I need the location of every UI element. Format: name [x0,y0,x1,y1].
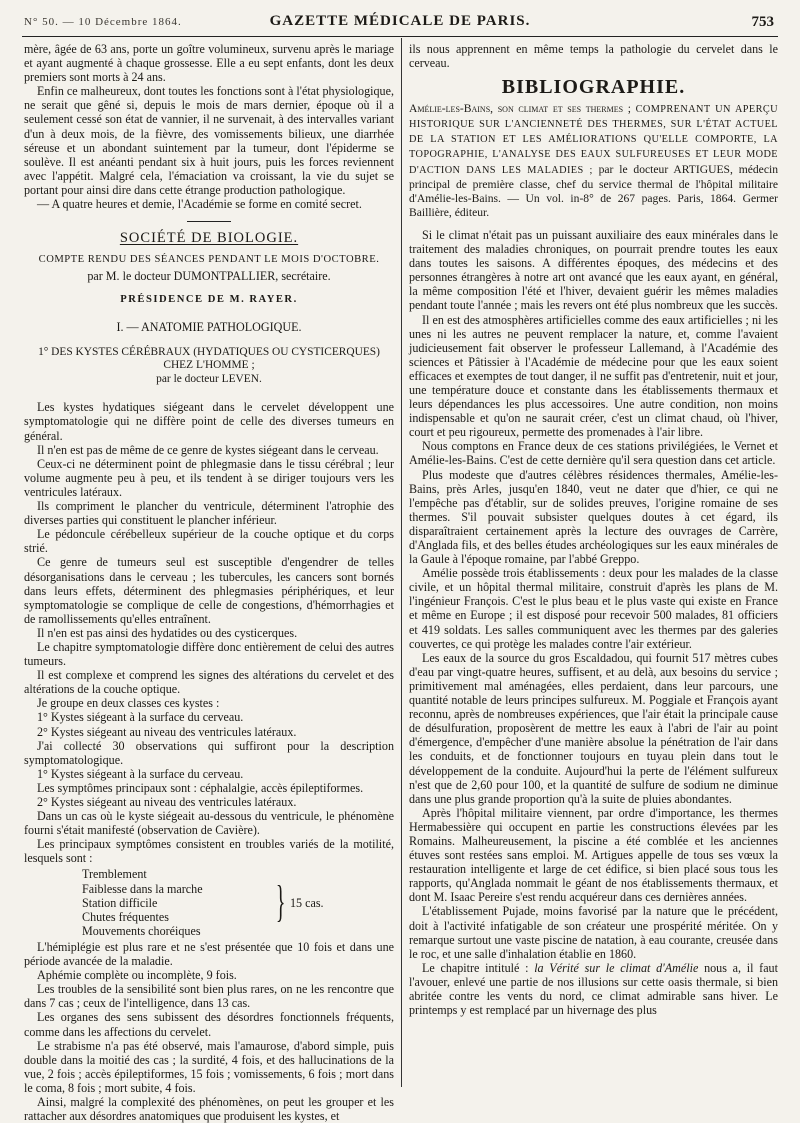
paragraph: L'hémiplégie est plus rare et ne s'est présentée que 10 fois et dans une période avancée de la maladie. [24,939,394,969]
presidency-line: PRÉSIDENCE DE M. RAYER. [120,294,298,306]
section-divider [187,221,231,222]
paragraph: Après l'hôpital militaire viennent, par ordre d'importance, les thermes Hermabessière qui occupent en partie les constructions élevées par les Romains. Malheureusement, la piscine a été comblée et les anciennes étuves sont restées sans emploi. M. Artigues appelle de tous ses vœux la restauration intelligente et large de cet édifice, si bien placé sous tous les rapports, qu'Anglada nommait le géant de nos établissements thermaux, et dont M. Isaac Pereire s'est rendu acquéreur dans ces dernières années. [409,805,778,905]
paragraph: Il est complexe et comprend les signes des altérations du cervelet et des altérations de la couche optique. [24,668,394,697]
paragraph: Les troubles de la sensibilité sont bien plus rares, on ne les rencontre que dans 7 cas ; ceux de l'intelligence, dans 13 cas. [24,982,394,1011]
paragraph: Les eaux de la source du gros Escaldadou, qui fournit 517 mètres cubes d'eau par vingt-quatre heures, suffisent, et au delà, aux besoins du service ; primitivement mal aménagées, elles perdaient, dans leur parcours, une quantité notable de leurs principes sulfureux. M. Poggiale et François ayant reconnu, après de nombreuses expériences, que l'air était la principale cause de désulfuration, proposèrent de mettre les eaux à l'abri de l'air au point d'émergence, d'empêcher d'une manière absolue la pénétration de l'air dans les conduits, et de fonctionner toujours en tuyau plein dans tout le développement de la conduite. Aujourd'hui la perte de l'élément sulfureux n'est que de 2,60 pour 100, et la quantité de sulfure de sodium ne diminue dans une plus grande proportion qu'à la suite de pluies abondantes. [409,650,778,806]
paragraph: Le pédoncule cérébelleux supérieur de la couche optique et du corps strié. [24,527,394,556]
list-line: 2° Kystes siégeant au niveau des ventricules latéraux. [37,795,297,809]
list-item: Mouvements choréiques [82,923,201,938]
paragraph: L'établissement Pujade, moins favorisé par la nature que le précédent, doit à l'activité infatigable de son créateur une prospérité méritée. On y remarque surtout une vaste piscine de natation, à eau courante, creusée dans le roc, et une salle d'inhalation établie en 1860. [409,904,778,961]
list-item: Tremblement [82,867,147,882]
society-title: SOCIÉTÉ DE BIOLOGIE. [119,230,299,247]
paragraph: Amélie possède trois établissements : deux pour les malades de la classe civile, et un hôpital thermal militaire, construit d'après les plans de M. l'ingénieur François. C'est le plus beau et le plus vaste qui existe en France et même en Europe ; il est disposé pour recevoir 500 malades, 81 officiers et 419 soldats. Les salles communiquent avec les thermes par des galeries couvertes, ce qui protège les malades contre l'air extérieur. [409,566,778,651]
paragraph: Ceux-ci ne déterminent point de phlegmasie dans le tissu cérébral ; leur volume augmente peu à peu, et ils tendent à se diriger toujours vers les ventricules latéraux. [24,456,394,499]
bibliography-title: BIBLIOGRAPHIE. [501,76,686,99]
paragraph: mère, âgée de 63 ans, porte un goître volumineux, survenu après le mariage et ayant augmenté à chaque grossesse. Elle a eu sept enfants, dont les deux premiers sont morts à 24 ans. [24,42,394,85]
list-line: 1° Kystes siégeant à la surface du cerveau. [37,710,244,725]
paragraph: Plus modeste que d'autres célèbres résidences thermales, Amélie-les-Bains, près Arles, jusqu'en 1840, veut ne dater que d'hier, ce qui ne l'empêche pas d'établir, sur de solides preuves, l'origine romaine de ses thermes. S'il pouvait subsister quelques doutes à cet égard, ils disparaîtraient certainement après la lecture des ouvrages de Carrère, d'Anglada fils, et des belles études archéologiques sur les eaux minérales de la Gaule à l'époque romaine, par l'abbé Greppo. [409,467,778,567]
paragraph: Les principaux symptômes consistent en troubles variés de la motilité, lesquels sont : [24,837,394,866]
section-heading: I. — ANATOMIE PATHOLOGIQUE. [116,319,302,334]
paragraph: Ce genre de tumeurs seul est susceptible d'engendrer de telles désorganisations dans le cerveau ; les tubercules, les cancers sont bornés dans leurs effets, déterminent des phlegmasies périphériques, et leur symptomatologie se complique de celle de congestions, d'hémorrhagies et de ramollissements qu'elles entraînent. [24,555,394,626]
paragraph: Les kystes hydatiques siégeant dans le cervelet développent une symptomatologie qui ne diffère point de celle des diverses tumeurs en général. [24,400,394,443]
paragraph: Les symptômes principaux sont : céphalalgie, accès épileptiformes. [37,780,364,795]
paragraph: — A quatre heures et demie, l'Académie se forme en comité secret. [37,197,362,212]
case-count: 15 cas. [290,895,324,910]
paragraph: Ainsi, malgré la complexité des phénomènes, on peut les grouper et les rattacher aux désordres anatomiques que produisent les kystes, et [24,1094,394,1123]
issue-date: N° 50. — 10 Décembre 1864. [24,16,182,28]
book-reference: Amélie-les-Bains, son climat et ses thermes ; COMPRENANT UN APERÇU HISTORIQUE SUR L'ANCIENNETÉ DES THERMES, SUR L'ÉTAT ACTUEL DE LA STATION ET LES AMÉLIORATIONS QU'ELLE COMPORTE, LA TOPOGRAPHIE, L'ANALYSE DES EAUX SULFUREUSES ET LEUR MODE D'ACTION DANS LES MALADIES ; par le docteur ARTIGUES, médecin principal de première classe, chef du service thermal de l'hôpital militaire d'Amélie-les-Bains. — Un vol. in-8° de 267 pages. Paris, 1864. Germer Baillière, éditeur. [409,102,778,219]
paragraph: Les organes des sens subissent des désordres fonctionnels fréquents, comme dans les affections du cervelet. [24,1010,394,1039]
page-number: 753 [751,14,774,30]
secretary-line: par M. le docteur DUMONTPALLIER, secrétaire. [87,269,331,284]
motility-list [82,867,394,937]
paragraph: Le chapitre intitulé : la Vérité sur le climat d'Amélie nous a, il faut l'avouer, enlevé une partie de nos illusions sur cette oasis thermale, si bien abritée contre les vents du nord, ce climat admirable sans hiver. Le printemps y est remplacé par un hivernage des plus [409,960,778,1018]
column-separator [401,38,402,1087]
header-rule [22,36,778,37]
paragraph: Je groupe en deux classes ces kystes : [37,696,220,711]
paragraph: Aphémie complète ou incomplète, 9 fois. [37,968,237,983]
paragraph: Ils compriment le plancher du ventricule, déterminent l'atrophie des diverses parties qui constituent le plancher inférieur. [24,499,394,528]
journal-title: GAZETTE MÉDICALE DE PARIS. [269,13,531,29]
paragraph: Il en est des atmosphères artificielles comme des eaux artificielles ; ni les unes ni les autres ne peuvent remplacer la nature, et, comme l'avaient judicieusement fait observer le professeur Lallemand, à l'Académie des sciences et Pâtissier à l'Académie de médecine pour que les eaux soient efficaces et exemptes de tout danger, il ne suffit pas d'entretenir, nuit et jour, une température douce et constante dans les établissements thermaux et leurs dépendances les plus accessoires. Une autre condition, non moins indispensable et qu'on ne saurait créer, c'est un climat chaud, où l'hiver, court et peu rigoureux, permette des promenades à l'air libre. [409,312,778,440]
list-line: 2° Kystes siégeant au niveau des ventricules latéraux. [37,724,297,739]
paragraph: Le strabisme n'a pas été observé, mais l'amaurose, d'abord simple, puis double dans la moitié des cas ; la surdité, 4 fois, et des hallucinations de la vue, 2 fois ; accès épileptiformes, 15 fois ; vomissements, 6 fois ; mort dans le coma, 8 fois ; mort subite, 4 fois. [24,1038,394,1095]
paragraph: Si le climat n'était pas un puissant auxiliaire des eaux minérales dans le traitement des maladies chroniques, on pourrait prendre toutes les eaux dans toutes les saisons. A différentes époques, des médecins et des personnes étrangères à notre art ont avancé que les eaux ayant, en général, la même composition l'été et l'hiver, devaient guérir les mêmes maladies pendant toute l'année ; mais les revers ont été plus nombreux que les succès. [409,227,778,313]
paragraph: ils nous apprennent en même temps la pathologie du cervelet dans le cerveau. [409,42,778,71]
paragraph: Il n'en est pas de même de ce genre de kystes siégeant dans le cerveau. [37,442,379,457]
list-item: Chutes fréquentes [82,909,169,924]
paragraph: Le chapitre symptomatologie diffère donc entièrement de celui des autres tumeurs. [24,639,394,669]
report-heading: COMPTE RENDU DES SÉANCES PENDANT LE MOIS D'OCTOBRE. [38,254,380,266]
list-item: Station difficile [82,895,158,910]
list-line: 1° Kystes siégeant à la surface du cerveau. [37,766,244,781]
paragraph: Il n'en est pas ainsi des hydatides ou des cysticerques. [37,625,298,640]
paragraph: Nous comptons en France deux de ces stations privilégiées, le Vernet et Amélie-les-Bains. C'est de cette dernière qu'il sera question dans cet article. [409,439,778,468]
article-title: 1° DES KYSTES CÉRÉBRAUX (HYDATIQUES OU CYSTICERQUES) CHEZ L'HOMME ; par le docteur LEVEN. [38,345,380,385]
left-column [24,42,394,1123]
right-column [409,42,778,1089]
paragraph: Enfin ce malheureux, dont toutes les fonctions sont à l'état physiologique, ne serait que gêné si, depuis le mois de mars dernier, époque où il a seulement cessé son état de vannier, il ne survenait, à des intervalles variant d'un à deux mois, de la fièvre, des vomissements bilieux, une diarrhée séreuse et un abondant suintement par la tumeur, dont l'épiderme se soulève. Il est anéanti pendant six à huit jours, puis les forces reviennent avec l'appétit. Malgré cela, l'émaciation va croissant, la vie du sujet se portant pour ainsi dire dans cette étrange production pathologique. [24,84,394,197]
page-header [22,10,778,38]
paragraph: J'ai collecté 30 observations qui suffiront pour la description symptomatologique. [24,738,394,767]
brace-icon: } [275,877,286,927]
paragraph: Dans un cas où le kyste siégeait au-dessous du ventricule, le phénomène fourni s'était manifesté (observation de Cavière). [24,809,394,838]
list-item: Faiblesse dans la marche [82,881,203,896]
